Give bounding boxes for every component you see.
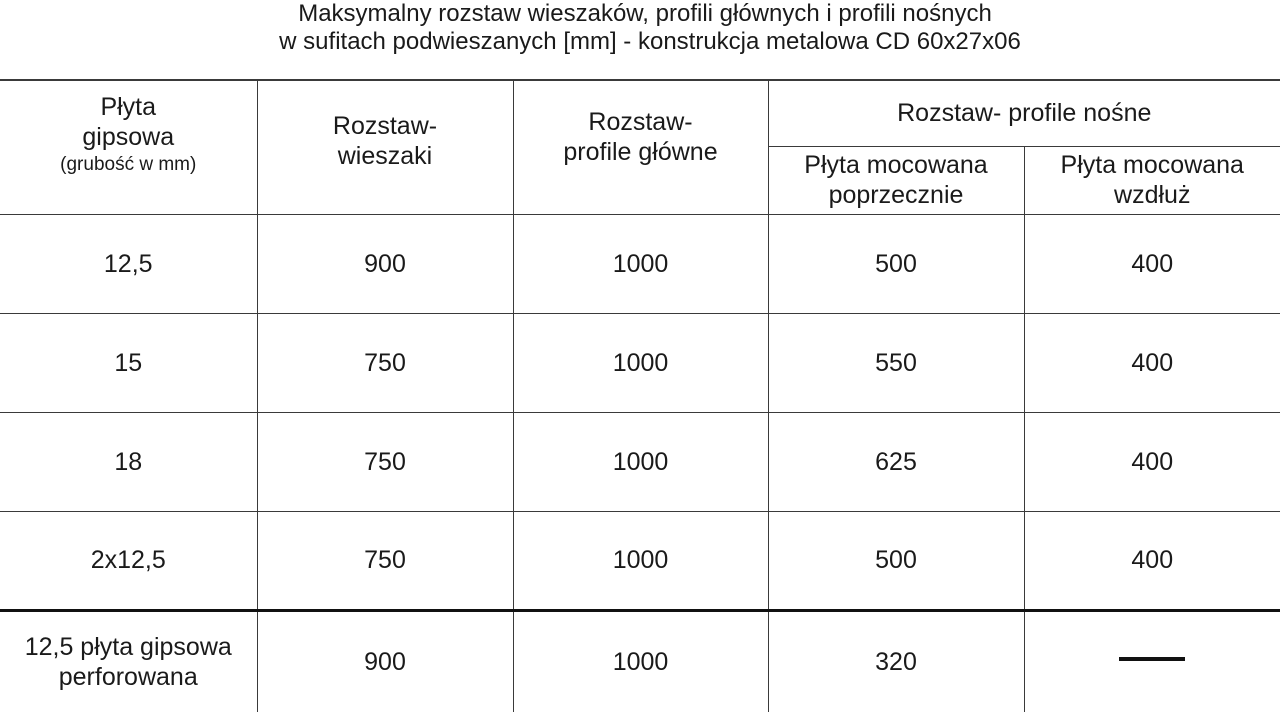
cell-plyta: 15	[0, 313, 257, 412]
cell-poprzecznie: 320	[768, 610, 1024, 712]
header-profile-nosne-group: Rozstaw- profile nośne	[768, 80, 1280, 146]
cell-poprzecznie: 500	[768, 511, 1024, 610]
table-row	[0, 214, 1280, 313]
cell-poprzecznie: 550	[768, 313, 1024, 412]
header-profile-glowne	[513, 80, 768, 214]
header-plyta-line2: gipsowa	[0, 122, 257, 152]
dash-mark	[1119, 657, 1185, 661]
header-plyta-line1: Płyta	[0, 92, 257, 122]
cell-wzdluz: 400	[1024, 214, 1280, 313]
cell-glowne: 1000	[513, 412, 768, 511]
header-wzdluz-line1: Płyta mocowana	[1025, 150, 1280, 180]
table-row	[0, 412, 1280, 511]
cell-plyta-perforowana-line2: perforowana	[0, 662, 257, 692]
cell-wieszaki: 900	[257, 214, 513, 313]
header-glowne-line2: profile główne	[514, 137, 768, 167]
cell-wieszaki: 750	[257, 511, 513, 610]
header-wzdluz	[1024, 146, 1280, 214]
title-line-2: w sufitach podwieszanych [mm] - konstrukcja metalowa CD 60x27x06	[20, 28, 1280, 56]
cell-wzdluz: 400	[1024, 511, 1280, 610]
header-wieszaki-line2: wieszaki	[258, 141, 513, 171]
cell-glowne: 1000	[513, 511, 768, 610]
header-plyta	[0, 80, 257, 214]
header-poprzecznie	[768, 146, 1024, 214]
cell-poprzecznie: 625	[768, 412, 1024, 511]
title-line-1: Maksymalny rozstaw wieszaków, profili głównych i profili nośnych	[10, 0, 1280, 28]
header-wzdluz-line2: wzdłuż	[1025, 180, 1280, 210]
cell-plyta-perforowana-line1: 12,5 płyta gipsowa	[0, 632, 257, 662]
cell-glowne: 1000	[513, 214, 768, 313]
cell-wieszaki: 900	[257, 610, 513, 712]
document-title	[0, 0, 1280, 56]
cell-plyta: 18	[0, 412, 257, 511]
cell-wieszaki: 750	[257, 412, 513, 511]
table-row	[0, 313, 1280, 412]
table-row	[0, 511, 1280, 610]
cell-plyta-perforowana	[0, 610, 257, 712]
cell-plyta: 12,5	[0, 214, 257, 313]
header-row-1	[0, 80, 1280, 146]
cell-glowne: 1000	[513, 313, 768, 412]
header-poprzecznie-line2: poprzecznie	[769, 180, 1024, 210]
header-glowne-line1: Rozstaw-	[514, 107, 768, 137]
cell-wzdluz: 400	[1024, 313, 1280, 412]
cell-wieszaki: 750	[257, 313, 513, 412]
spacing-table	[0, 79, 1280, 712]
cell-glowne: 1000	[513, 610, 768, 712]
cell-wzdluz-na	[1024, 610, 1280, 712]
cell-wzdluz: 400	[1024, 412, 1280, 511]
header-wieszaki-line1: Rozstaw-	[258, 111, 513, 141]
cell-plyta: 2x12,5	[0, 511, 257, 610]
header-poprzecznie-line1: Płyta mocowana	[769, 150, 1024, 180]
table-row-perforated	[0, 610, 1280, 712]
cell-poprzecznie: 500	[768, 214, 1024, 313]
header-plyta-sub: (grubość w mm)	[0, 152, 257, 178]
header-wieszaki	[257, 80, 513, 214]
